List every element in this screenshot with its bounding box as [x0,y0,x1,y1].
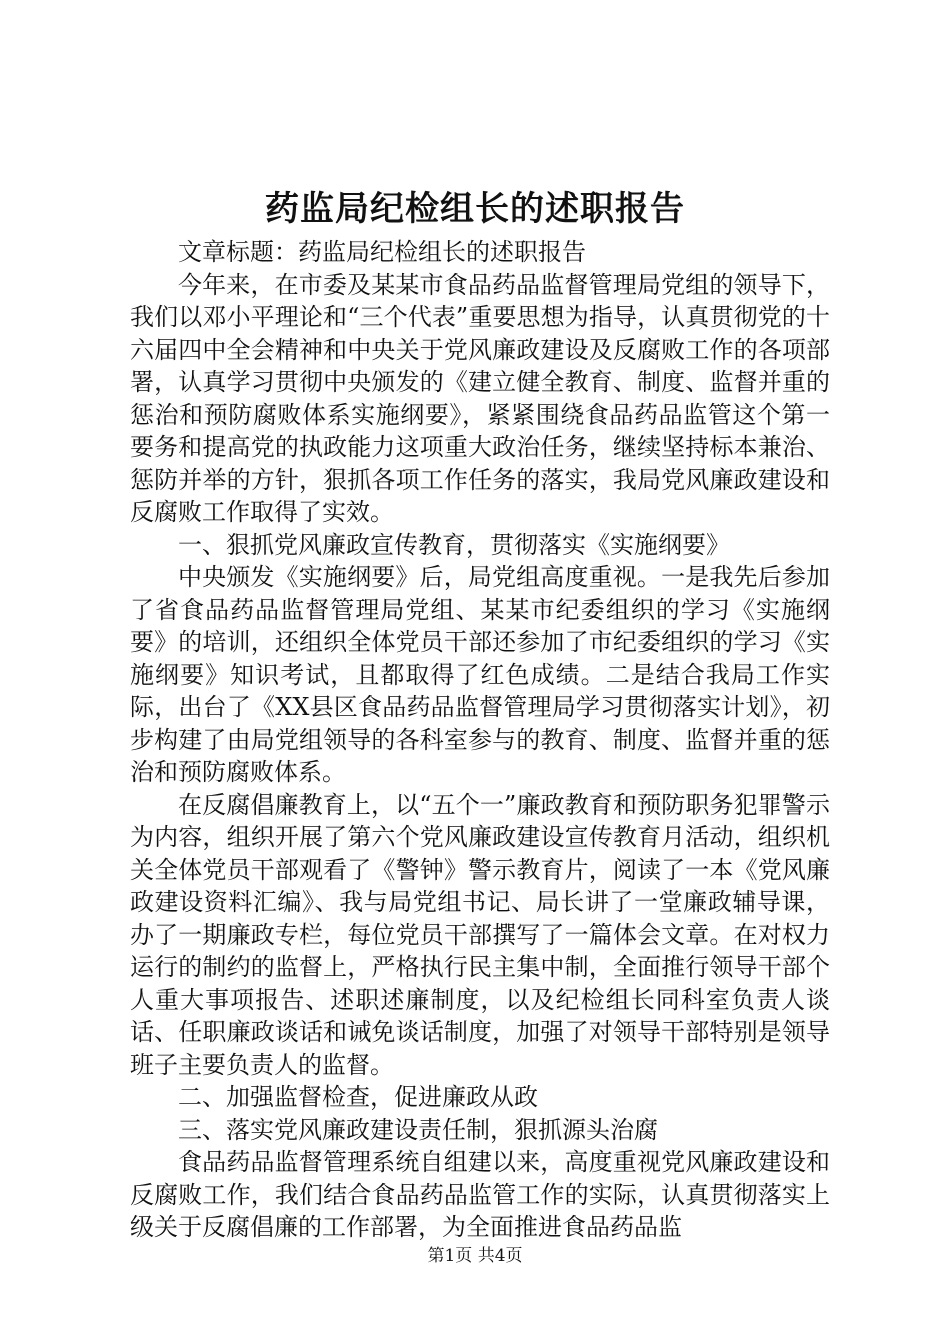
article-title-line: 文章标题：药监局纪检组长的述职报告 [178,238,586,266]
section-heading-2: 二、加强监督检查，促进廉政从政 [178,1083,538,1111]
paragraph-anticorruption-education: 在反腐倡廉教育上，以“五个一”廉政教育和预防职务犯罪警示为内容，组织开展了第六个党风廉政建设宣传教育月活动，组织机关全体党员干部观看了《警钟》警示教育片，阅读了一本《党风廉政建设资料汇编》、我与局党组书记、局长讲了一堂廉政辅导课，办了一期廉政专栏，每位党员干部撰写了一篇体会文章。在对权力运行的制约的监督上，严格执行民主集中制，全面推行领导干部个人重大事项报告、述职述廉制度，以及纪检组长同科室负责人谈话、任职廉政谈话和诫免谈话制度，加强了对领导干部特别是领导班子主要负责人的监督。 [130,790,830,1079]
section-heading-3: 三、落实党风廉政建设责任制，狠抓源头治腐 [178,1115,658,1144]
page-footer: 第1页 共4页 [427,1246,523,1266]
paragraph-section-3: 食品药品监督管理系统自组建以来，高度重视党风廉政建设和反腐败工作，我们结合食品药品监管工作的实际，认真贯彻落实上级关于反腐倡廉的工作部署，为全面推进食品药品监 [130,1148,830,1241]
document-body [130,236,830,1244]
paragraph-section-1: 中央颁发《实施纲要》后，局党组高度重视。一是我先后参加了省食品药品监督管理局党组、某某市纪委组织的学习《实施纲要》的培训，还组织全体党员干部还参加了市纪委组织的学习《实施纲要》知识考试，且都取得了红色成绩。二是结合我局工作实际，出台了《XX县区食品药品监督管理局学习贯彻落实计划》，初步构建了由局党组领导的各科室参与的教育、制度、监督并重的惩治和预防腐败体系。 [130,563,830,786]
section-heading-1: 一、狠抓党风廉政宣传教育，贯彻落实《实施纲要》 [178,530,730,559]
paragraph-intro: 今年来，在市委及某某市食品药品监督管理局党组的领导下，我们以邓小平理论和“三个代表”重要思想为指导，认真贯彻党的十六届四中全会精神和中央关于党风廉政建设及反腐败工作的各项部署，认真学习贯彻中央颁发的《建立健全教育、制度、监督并重的惩治和预防腐败体系实施纲要》，紧紧围绕食品药品监管这个第一要务和提高党的执政能力这项重大政治任务，继续坚持标本兼治、惩防并举的方针，狠抓各项工作任务的落实，我局党风廉政建设和反腐败工作取得了实效。 [130,270,830,526]
document-title: 药监局纪检组长的述职报告 [265,189,685,229]
